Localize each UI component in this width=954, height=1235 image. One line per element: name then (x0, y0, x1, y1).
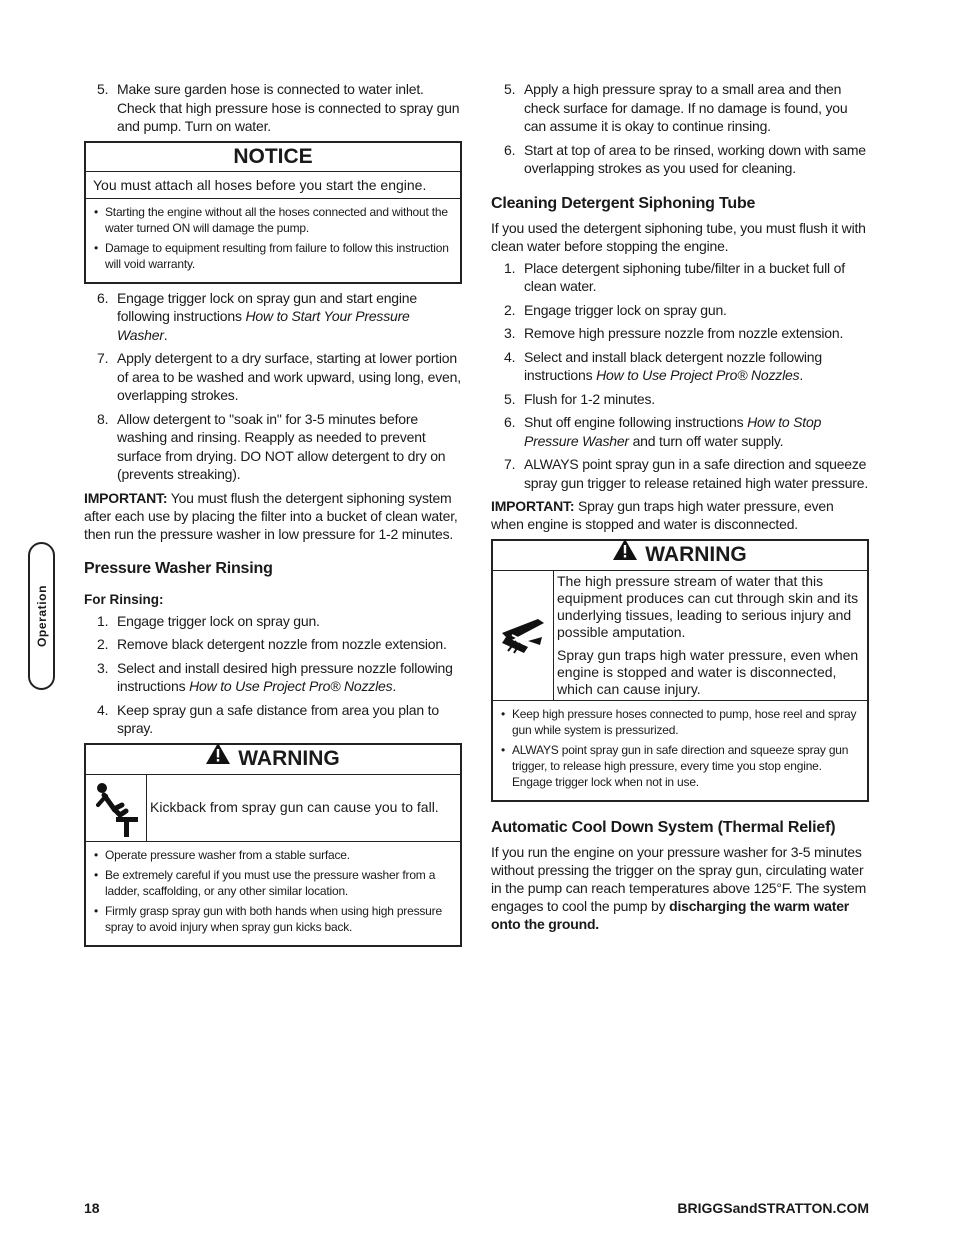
list-item (491, 348, 869, 385)
step-text: Engage trigger lock on spray gun. (524, 301, 727, 318)
warning-box (491, 539, 869, 802)
section-tab-label: Operation (34, 584, 49, 648)
step-number: 1. (504, 259, 516, 276)
list-item (491, 455, 869, 492)
notice-bullets (86, 199, 460, 282)
right-column (491, 80, 869, 933)
list-item (84, 612, 462, 631)
list-item: • Be extremely careful if you must use the pressure washer from a ladder, scaffolding, or any other similar location. (94, 867, 452, 899)
list-item (84, 701, 462, 738)
step-text: and turn off water supply. (628, 432, 784, 449)
high-pressure-injection-icon (493, 571, 554, 700)
footer-site: BRIGGSandSTRATTON.COM (677, 1200, 869, 1216)
step-number: 3. (504, 325, 516, 341)
step-number: 1. (97, 612, 109, 629)
step-text: Select and install black detergent nozzle following instructions (524, 348, 822, 383)
step-number: 5. (504, 81, 516, 97)
step-list (84, 80, 462, 136)
step-number: 8. (97, 410, 109, 427)
step-number: 3. (97, 659, 109, 676)
list-item: • Damage to equipment resulting from failure to follow this instruction will void warranty. (94, 240, 452, 272)
list-item (491, 390, 869, 409)
paragraph-bold-text: discharging the warm water onto the ground. (491, 898, 850, 932)
warning-bullets (493, 701, 867, 800)
warning-text: Kickback from spray gun can cause you to fall. (150, 799, 439, 815)
subheading: For Rinsing: (84, 591, 164, 607)
step-number: 5. (504, 390, 516, 407)
important-note (84, 489, 462, 543)
list-item (84, 349, 462, 405)
step-number: 4. (504, 348, 516, 365)
warning-triangle-icon (613, 539, 637, 568)
important-text: You must flush the detergent siphoning system after each use by placing the filter into a bucket of clean water, then run the pressure washer in low pressure for 1-2 minutes. (84, 489, 458, 542)
list-item: • Operate pressure washer from a stable surface. (94, 847, 452, 863)
step-list (84, 289, 462, 484)
list-item (491, 413, 869, 450)
rinse-steps (84, 612, 462, 738)
warning-text-paragraph: The high pressure stream of water that this equipment produces can cut through skin and its underlying tissues, leading to serious injury and possible amputation. (557, 573, 859, 640)
list-item (491, 141, 869, 178)
section-heading: Pressure Washer Rinsing (84, 559, 273, 577)
section-tab (28, 542, 55, 690)
step-text: Apply a high pressure spray to a small area and then check surface for damage. If no damage is found, you can assume it is okay to continue rinsing. (524, 81, 848, 134)
important-label: IMPORTANT: (491, 498, 575, 514)
warning-title-text: WARNING (238, 746, 340, 770)
step-text: Start at top of area to be rinsed, working down with same overlapping strokes as you used for cleaning. (524, 141, 866, 176)
list-item (84, 289, 462, 345)
reference-link: How to Stop Pressure Washer (524, 414, 822, 449)
step-text: . (392, 678, 397, 694)
list-item (491, 324, 869, 343)
warning-title-text: WARNING (645, 543, 747, 567)
important-note (491, 497, 869, 533)
step-text: . (163, 326, 168, 343)
notice-box (84, 141, 462, 284)
list-item: • Starting the engine without all the hoses connected and without the water turned ON will damage the pump. (94, 204, 452, 236)
important-text: Spray gun traps high water pressure, even when engine is stopped and water is disconnected. (491, 498, 834, 532)
reference-link: How to Use Project Pro® Nozzles (596, 367, 800, 383)
step-text: Remove high pressure nozzle from nozzle extension. (524, 325, 844, 341)
step-text: Engage trigger lock on spray gun. (117, 612, 320, 629)
warning-triangle-icon (206, 743, 230, 772)
list-item: • Keep high pressure hoses connected to pump, hose reel and spray gun while system is pressurized. (501, 706, 859, 738)
cool-down-text (491, 843, 869, 933)
step-text: ALWAYS point spray gun in a safe direction and squeeze spray gun trigger to release retained high water pressure. (524, 456, 869, 491)
warning-title (86, 745, 460, 775)
reference-link: How to Use Project Pro® Nozzles (189, 678, 393, 694)
notice-title: NOTICE (86, 143, 460, 172)
list-item (84, 410, 462, 484)
step-number: 4. (97, 701, 109, 718)
step-number: 5. (97, 81, 109, 97)
step-text: Make sure garden hose is connected to water inlet. Check that high pressure hose is connected to spray gun and pump. Turn on water. (117, 81, 460, 134)
siphon-intro: If you used the detergent siphoning tube, you must flush it with clean water before stopping the engine. (491, 219, 866, 254)
warning-title (493, 541, 867, 571)
fall-hazard-icon (86, 775, 147, 841)
page-number: 18 (84, 1200, 100, 1216)
list-item (84, 659, 462, 696)
step-number: 7. (504, 456, 516, 472)
step-text: Flush for 1-2 minutes. (524, 390, 655, 407)
important-label: IMPORTANT: (84, 489, 168, 506)
step-text: Engage trigger lock on spray gun and start engine following instructions (117, 289, 417, 324)
list-item (491, 301, 869, 320)
step-text: Apply detergent to a dry surface, starting at lower portion of area to be washed and work upward, using long, even, overlapping strokes. (117, 350, 461, 403)
step-number: 2. (97, 636, 109, 652)
paragraph-text: If you run the engine on your pressure washer for 3-5 minutes without pressing the trigger on the spray gun, circulating water in the pump can reach temperatures above 125°F. The system engages to cool the pump by (491, 844, 867, 914)
list-item (84, 635, 462, 654)
rinse-steps-continued (491, 80, 869, 178)
warning-row (493, 571, 867, 701)
step-number: 6. (504, 141, 516, 158)
step-number: 6. (97, 289, 109, 306)
warning-row (86, 775, 460, 842)
step-text: Place detergent siphoning tube/filter in a bucket full of clean water. (524, 259, 845, 294)
section-heading: Cleaning Detergent Siphoning Tube (491, 194, 756, 212)
step-text: Select and install desired high pressure nozzle following instructions (117, 659, 453, 694)
step-text: . (799, 367, 804, 383)
left-column (84, 80, 462, 947)
list-item (491, 259, 869, 296)
warning-box (84, 743, 462, 947)
warning-text (554, 571, 867, 700)
notice-lead: You must attach all hoses before you start the engine. (86, 172, 460, 199)
reference-link: How to Start Your Pressure Washer (117, 308, 410, 343)
step-text: Allow detergent to "soak in" for 3-5 minutes before washing and rinsing. Reapply as needed to prevent surface from drying. DO NOT allow detergent to dry on (prevents streaking). (117, 410, 446, 482)
list-item (84, 80, 462, 136)
siphon-steps (491, 259, 869, 493)
step-number: 7. (97, 350, 109, 366)
list-item: • ALWAYS point spray gun in safe direction and squeeze spray gun trigger, to release high pressure, every time you stop engine. Engage trigger lock when not in use. (501, 742, 859, 790)
step-text: Shut off engine following instructions (524, 414, 748, 430)
step-number: 6. (504, 414, 516, 430)
step-number: 2. (504, 301, 516, 318)
warning-text-paragraph: Spray gun traps high water pressure, even when engine is stopped and water is disconnected, which can cause injury. (557, 647, 859, 697)
section-heading: Automatic Cool Down System (Thermal Relief) (491, 819, 836, 836)
list-item: • Firmly grasp spray gun with both hands when using high pressure spray to avoid injury when spray gun kicks back. (94, 903, 452, 935)
warning-bullets (86, 842, 460, 945)
list-item (491, 80, 869, 136)
step-text: Keep spray gun a safe distance from area you plan to spray. (117, 701, 439, 736)
step-text: Remove black detergent nozzle from nozzle extension. (117, 636, 447, 652)
